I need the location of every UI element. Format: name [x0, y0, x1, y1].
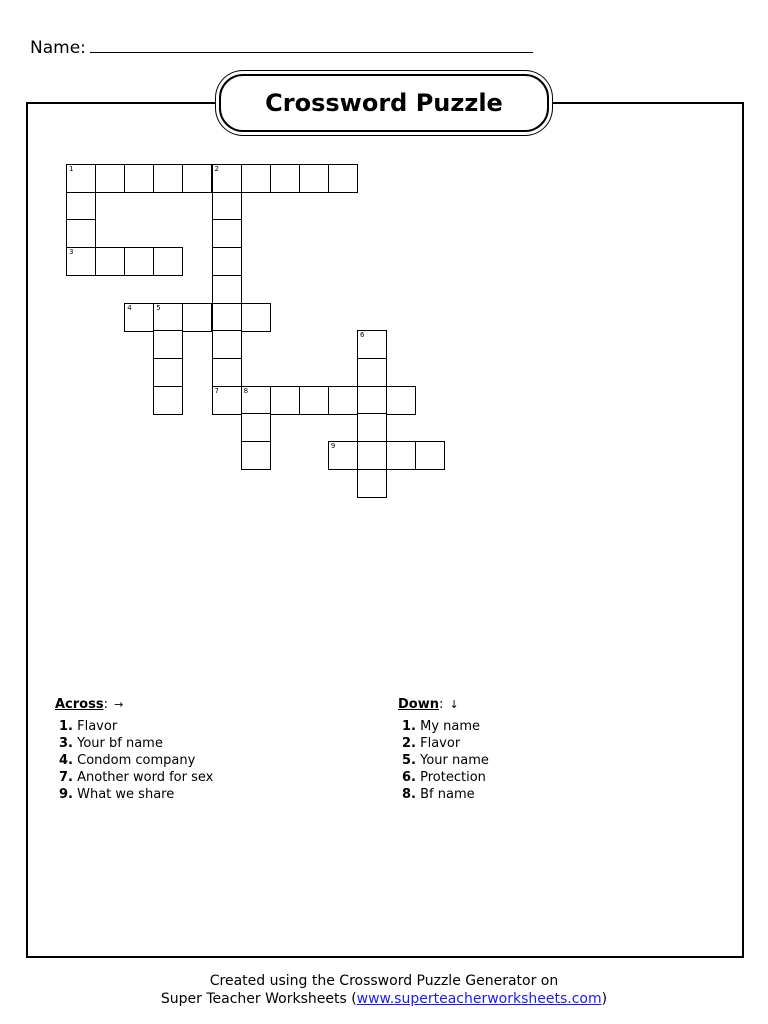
clue-item: [59, 786, 213, 803]
clue-item: [402, 735, 489, 752]
clue-item: [402, 786, 489, 803]
cell-number: 3: [69, 248, 74, 257]
clue-item: [59, 718, 213, 735]
footer-prefix: Super Teacher Worksheets (: [160, 991, 357, 1007]
footer-suffix: ): [601, 991, 608, 1007]
footer-credit: [0, 972, 768, 1008]
clue-number: 6.: [402, 770, 416, 785]
down-heading: Down: [398, 697, 439, 712]
clue-item: [402, 769, 489, 786]
name-field: [30, 38, 533, 58]
clue-number: 8.: [402, 787, 416, 802]
across-heading-colon: :: [103, 697, 108, 712]
down-heading-colon: :: [439, 697, 444, 712]
footer-link[interactable]: www.superteacherworksheets.com: [356, 991, 602, 1007]
clue-item: [59, 735, 213, 752]
cell-number: 7: [214, 386, 219, 395]
clue-item: [402, 718, 489, 735]
across-heading: Across: [55, 697, 104, 712]
clue-number: 5.: [402, 753, 416, 768]
across-clues: [55, 697, 213, 803]
clue-text: Your bf name: [77, 736, 163, 751]
clue-item: [59, 752, 213, 769]
name-blank-line[interactable]: [90, 38, 533, 53]
down-clues: [398, 697, 489, 803]
clue-text: My name: [420, 719, 481, 734]
puzzle-frame: [26, 102, 744, 958]
cell-number: 9: [330, 442, 336, 450]
cell-number: 1: [69, 165, 74, 173]
clue-number: 3.: [59, 736, 73, 751]
clue-number: 2.: [402, 736, 416, 751]
title-banner: [219, 74, 549, 132]
clue-text: Another word for sex: [77, 770, 214, 785]
arrow-down-icon: ↓: [449, 698, 459, 711]
footer-line-2: [0, 990, 768, 1008]
clue-number: 4.: [59, 753, 73, 768]
clue-number: 1.: [59, 719, 73, 734]
down-clue-list: [398, 718, 489, 803]
clue-number: 7.: [59, 770, 73, 785]
footer-line-1: Created using the Crossword Puzzle Generator on: [209, 973, 559, 989]
clue-text: What we share: [77, 787, 175, 802]
name-label: Name:: [30, 38, 86, 58]
cell-number: 4: [127, 303, 132, 312]
arrow-right-icon: →: [114, 698, 124, 711]
cell-number: 5: [156, 303, 161, 312]
cell-number: 6: [360, 331, 365, 340]
clue-item: [402, 752, 489, 769]
clue-text: Flavor: [77, 719, 118, 734]
cell-number: 2: [214, 165, 219, 173]
cell-number: 8: [243, 386, 249, 395]
clue-text: Condom company: [77, 753, 196, 768]
clue-item: [59, 769, 213, 786]
clue-number: 1.: [402, 719, 416, 734]
across-clue-list: [55, 718, 213, 803]
clue-text: Flavor: [420, 736, 461, 751]
clue-text: Your name: [420, 753, 489, 768]
clue-text: Bf name: [420, 787, 475, 802]
clue-number: 9.: [59, 787, 73, 802]
clue-text: Protection: [420, 770, 486, 785]
page-title: Crossword Puzzle: [265, 89, 503, 117]
